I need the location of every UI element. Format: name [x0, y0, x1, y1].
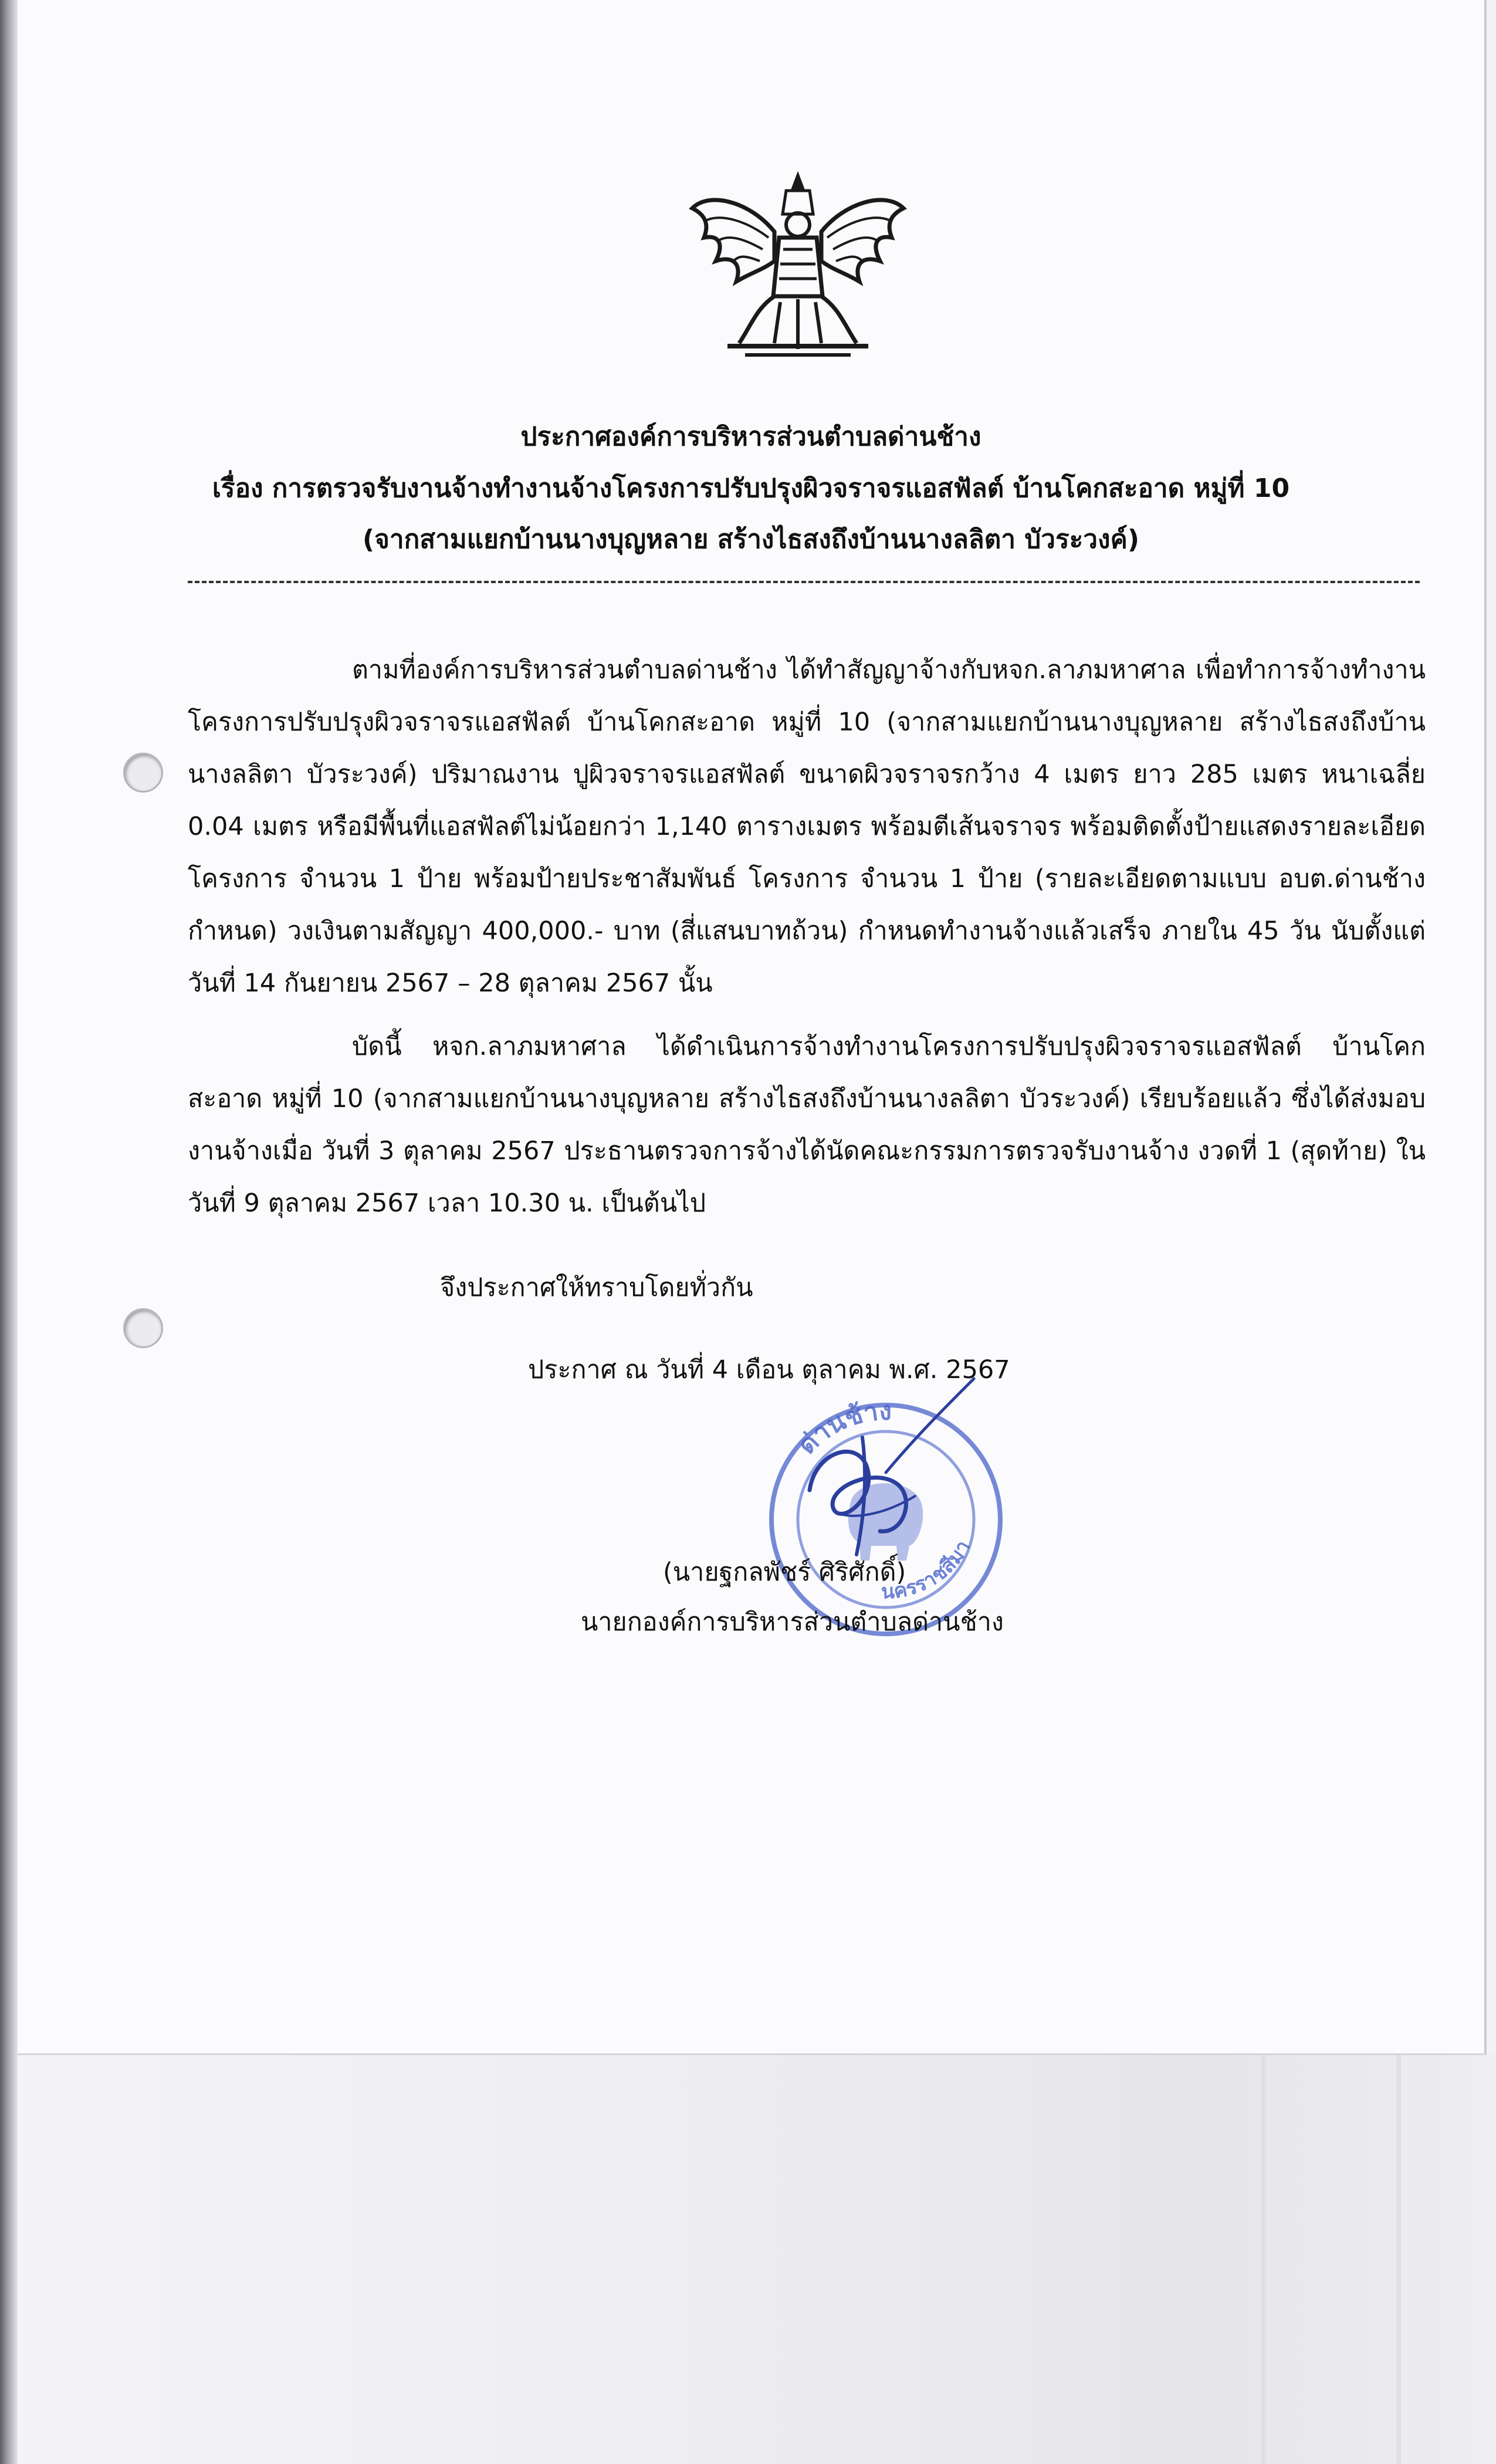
body-paragraph-2: บัดนี้ หจก.ลาภมหาศาล ได้ดำเนินการจ้างทำงานโครงการปรับปรุงผิวจราจรแอสฟัลต์ บ้านโคกสะอาด หมู่ที่ 10 (จากสามแยกบ้านนางบุญหลาย สร้างไธสงถึงบ้านนางลลิตา บัวระวงค์) เรียบร้อยแล้ว ซึ่งได้ส่งมอบงานจ้างเมื่อ วันที่ 3 ตุลาคม 2567 ประธานตรวจการจ้างได้นัดคณะกรรมการตรวจรับงานจ้าง งวดที่ 1 (สุดท้าย) ในวันที่ 9 ตุลาคม 2567 เวลา 10.30 น. เป็นต้นไป: [188, 1032, 1426, 1218]
announcement-subject-detail: (จากสามแยกบ้านนางบุญหลาย สร้างไธสงถึงบ้านนางลลิตา บัวระวงค์): [362, 524, 1140, 554]
seal-text-bottom: นครราชสีมา: [881, 1536, 976, 1604]
announcement-subject: เรื่อง การตรวจรับงานจ้างทำงานจ้างโครงการปรับปรุงผิวจราจรแอสฟัลต์ บ้านโคกสะอาด หมู่ที่ 10: [212, 473, 1290, 503]
scan-stripe: [1261, 2055, 1266, 2464]
separator-line: [188, 581, 1420, 583]
announcement-date: ประกาศ ณ วันที่ 4 เดือน ตุลาคม พ.ศ. 2567: [528, 1355, 1010, 1385]
scan-stripe: [1396, 2055, 1401, 2464]
seal-elephant-icon: [848, 1483, 923, 1561]
body-paragraph-1: ตามที่องค์การบริหารส่วนตำบลด่านช้าง ได้ทำสัญญาจ้างกับหจก.ลาภมหาศาล เพื่อทำการจ้างทำงานโครงการปรับปรุงผิวจราจรแอสฟัลต์ บ้านโคกสะอาด หมู่ที่ 10 (จากสามแยกบ้านนางบุญหลาย สร้างไธสงถึงบ้านนางลลิตา บัวระวงค์) ปริมาณงาน ปูผิวจราจรแอสฟัลต์ ขนาดผิวจราจรกว้าง 4 เมตร ยาว 285 เมตร หนาเฉลี่ย 0.04 เมตร หรือมีพื้นที่แอสฟัลต์ไม่น้อยกว่า 1,140 ตารางเมตร พร้อมตีเส้นจราจร พร้อมติดตั้งป้ายแสดงรายละเอียดโครงการ จำนวน 1 ป้าย พร้อมป้ายประชาสัมพันธ์ โครงการ จำนวน 1 ป้าย (รายละเอียดตามแบบ อบต.ด่านช้างกำหนด) วงเงินตามสัญญา 400,000.- บาท (สี่แสนบาทถ้วน) กำหนดทำงานจ้างแล้วเสร็จ ภายใน 45 วัน นับตั้งแต่ วันที่ 14 กันยายน 2567 – 28 ตุลาคม 2567 นั้น: [188, 655, 1426, 998]
document-page: [18, 0, 1487, 2055]
announcement-title: ประกาศองค์การบริหารส่วนตำบลด่านช้าง: [520, 422, 981, 452]
scan-background: [18, 2055, 1496, 2464]
punch-hole-top: [123, 753, 163, 793]
signatory-position: นายกองค์การบริหารส่วนตำบลด่านช้าง: [581, 1607, 1004, 1637]
seal-text-top: ด่านช้าง: [792, 1396, 892, 1460]
closing-statement: จึงประกาศให้ทราบโดยทั่วกัน: [440, 1273, 753, 1302]
garuda-emblem-icon: [686, 167, 909, 361]
signatory-name: (นายฐกลพัชร์ ศิริศักดิ์): [663, 1558, 906, 1587]
scan-left-shadow: [0, 0, 18, 2464]
punch-hole-bottom: [123, 1308, 163, 1348]
